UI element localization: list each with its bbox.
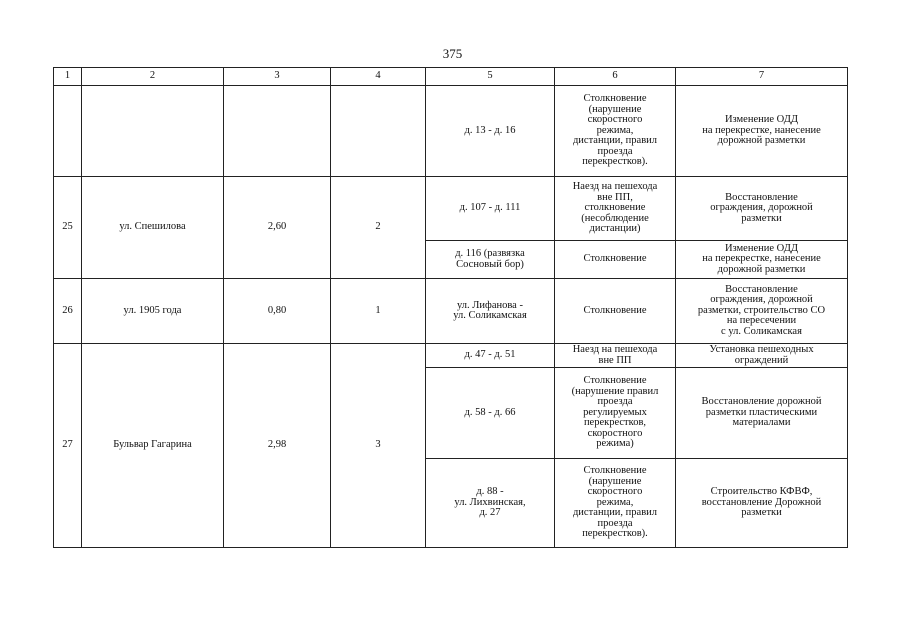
cell-line: д. 27 <box>479 507 501 519</box>
road-section <box>426 177 555 241</box>
accident-type <box>555 177 676 241</box>
cell-line: д. 47 - д. 51 <box>464 349 516 361</box>
accident-count: 1 <box>331 279 426 344</box>
cell-line: Восстановление <box>725 283 798 295</box>
header-cell: 3 <box>224 68 331 86</box>
accident-type <box>555 241 676 279</box>
cell-line: на перекрестке, нанесение <box>702 253 821 265</box>
accident-type <box>555 368 676 459</box>
street-name: ул. 1905 года <box>82 279 224 344</box>
accident-count: 2 <box>331 177 426 279</box>
row-number: 27 <box>54 344 82 548</box>
road-section <box>426 344 555 368</box>
length-km: 2,60 <box>224 177 331 279</box>
road-section <box>426 368 555 459</box>
cell-line: Наезд на пешехода <box>572 181 658 193</box>
cell-line: Сосновый бор) <box>456 258 524 270</box>
cell-line: на пересечении <box>726 315 797 327</box>
road-section <box>426 86 555 177</box>
cell-line: режима) <box>596 438 634 450</box>
cell-line: разметки <box>741 212 782 224</box>
header-cell: 5 <box>426 68 555 86</box>
planned-measures <box>676 86 848 177</box>
table-row <box>54 279 848 344</box>
cell-line: (нарушение <box>588 475 642 487</box>
cell-line: режима, <box>596 124 634 136</box>
cell-line: перекрестков). <box>582 156 648 168</box>
cell-line: дорожной разметки <box>717 135 806 147</box>
cell-line: разметки, строительство СО <box>697 304 826 316</box>
length-km <box>224 86 331 177</box>
cell-line: разметки пластическими <box>705 406 818 418</box>
cell-line: проезда <box>597 145 633 157</box>
road-section <box>426 241 555 279</box>
cell-line: д. 88 - <box>476 486 504 498</box>
cell-line: ограждений <box>734 354 789 366</box>
table-header-row <box>54 68 848 86</box>
length-km: 0,80 <box>224 279 331 344</box>
accident-count: 3 <box>331 344 426 548</box>
cell-line: Изменение ОДД <box>724 242 799 254</box>
cell-line: скоростного <box>587 486 643 498</box>
cell-line: разметки <box>741 507 782 519</box>
header-cell: 4 <box>331 68 426 86</box>
planned-measures <box>676 459 848 548</box>
street-name <box>82 86 224 177</box>
cell-line: перекрестков). <box>582 528 648 540</box>
accident-type <box>555 459 676 548</box>
planned-measures <box>676 279 848 344</box>
road-section <box>426 459 555 548</box>
cell-line: д. 58 - д. 66 <box>464 406 516 418</box>
cell-line: дистанции, правил <box>572 135 658 147</box>
page-number: 375 <box>442 46 463 61</box>
header-cell: 7 <box>676 68 848 86</box>
cell-line: дистанции, правил <box>572 507 658 519</box>
cell-line: д. 116 (развязка <box>455 248 525 259</box>
cell-line: Столкновение <box>583 93 647 105</box>
accident-type <box>555 86 676 177</box>
row-number: 25 <box>54 177 82 279</box>
cell-line: ул. Лихвинская, <box>454 496 526 508</box>
cell-line: Установка пешеходных <box>709 344 814 355</box>
row-number: 26 <box>54 279 82 344</box>
cell-line: (несоблюдение <box>581 212 649 224</box>
cell-line: ограждения, дорожной <box>710 294 813 306</box>
accident-count <box>331 86 426 177</box>
cell-line: (нарушение правил <box>571 385 659 397</box>
cell-line: Восстановление дорожной <box>701 396 822 408</box>
cell-line: ул. Соликамская <box>453 310 527 321</box>
planned-measures <box>676 344 848 368</box>
cell-line: Столкновение <box>583 375 647 387</box>
cell-line: перекрестков, <box>583 417 647 429</box>
cell-line: Столкновение <box>583 304 647 316</box>
cell-line: Столкновение <box>583 253 647 265</box>
cell-line: Изменение ОДД <box>724 114 799 126</box>
cell-line: проезда <box>597 517 633 529</box>
planned-measures <box>676 368 848 459</box>
cell-line: проезда <box>597 396 633 408</box>
cell-line: вне ПП <box>598 354 632 366</box>
header-cell: 2 <box>82 68 224 86</box>
cell-line: режима, <box>596 496 634 508</box>
street-name: Бульвар Гагарина <box>82 344 224 548</box>
cell-line: на перекрестке, нанесение <box>702 124 821 136</box>
cell-line: дистанции) <box>589 223 641 235</box>
cell-line: д. 13 - д. 16 <box>464 124 516 136</box>
table-row <box>54 177 848 241</box>
accident-type <box>555 279 676 344</box>
cell-line: Строительство КФВФ, <box>710 486 813 498</box>
cell-line: скоростного <box>587 114 643 126</box>
row-number <box>54 86 82 177</box>
road-section <box>426 279 555 344</box>
cell-line: восстановление Дорожной <box>701 496 822 508</box>
header-cell: 6 <box>555 68 676 86</box>
cell-line: ограждения, дорожной <box>710 202 813 214</box>
cell-line: столкновение <box>584 202 646 214</box>
cell-line: Наезд на пешехода <box>572 344 658 355</box>
cell-line: вне ПП, <box>597 191 633 203</box>
street-name: ул. Спешилова <box>82 177 224 279</box>
cell-line: Восстановление <box>725 191 798 203</box>
table-row <box>54 86 848 177</box>
planned-measures <box>676 241 848 279</box>
cell-line: дорожной разметки <box>717 263 806 275</box>
cell-line: Столкновение <box>583 465 647 477</box>
length-km: 2,98 <box>224 344 331 548</box>
cell-line: регулируемых <box>583 406 647 418</box>
cell-line: (нарушение <box>588 103 642 115</box>
header-cell: 1 <box>54 68 82 86</box>
cell-line: ул. Лифанова - <box>457 299 523 311</box>
cell-line: скоростного <box>587 427 643 439</box>
cell-line: материалами <box>732 417 791 429</box>
cell-line: с ул. Соликамская <box>721 325 802 337</box>
accident-table <box>53 67 848 548</box>
table-row <box>54 344 848 368</box>
cell-line: д. 107 - д. 111 <box>459 202 521 214</box>
accident-type <box>555 344 676 368</box>
planned-measures <box>676 177 848 241</box>
